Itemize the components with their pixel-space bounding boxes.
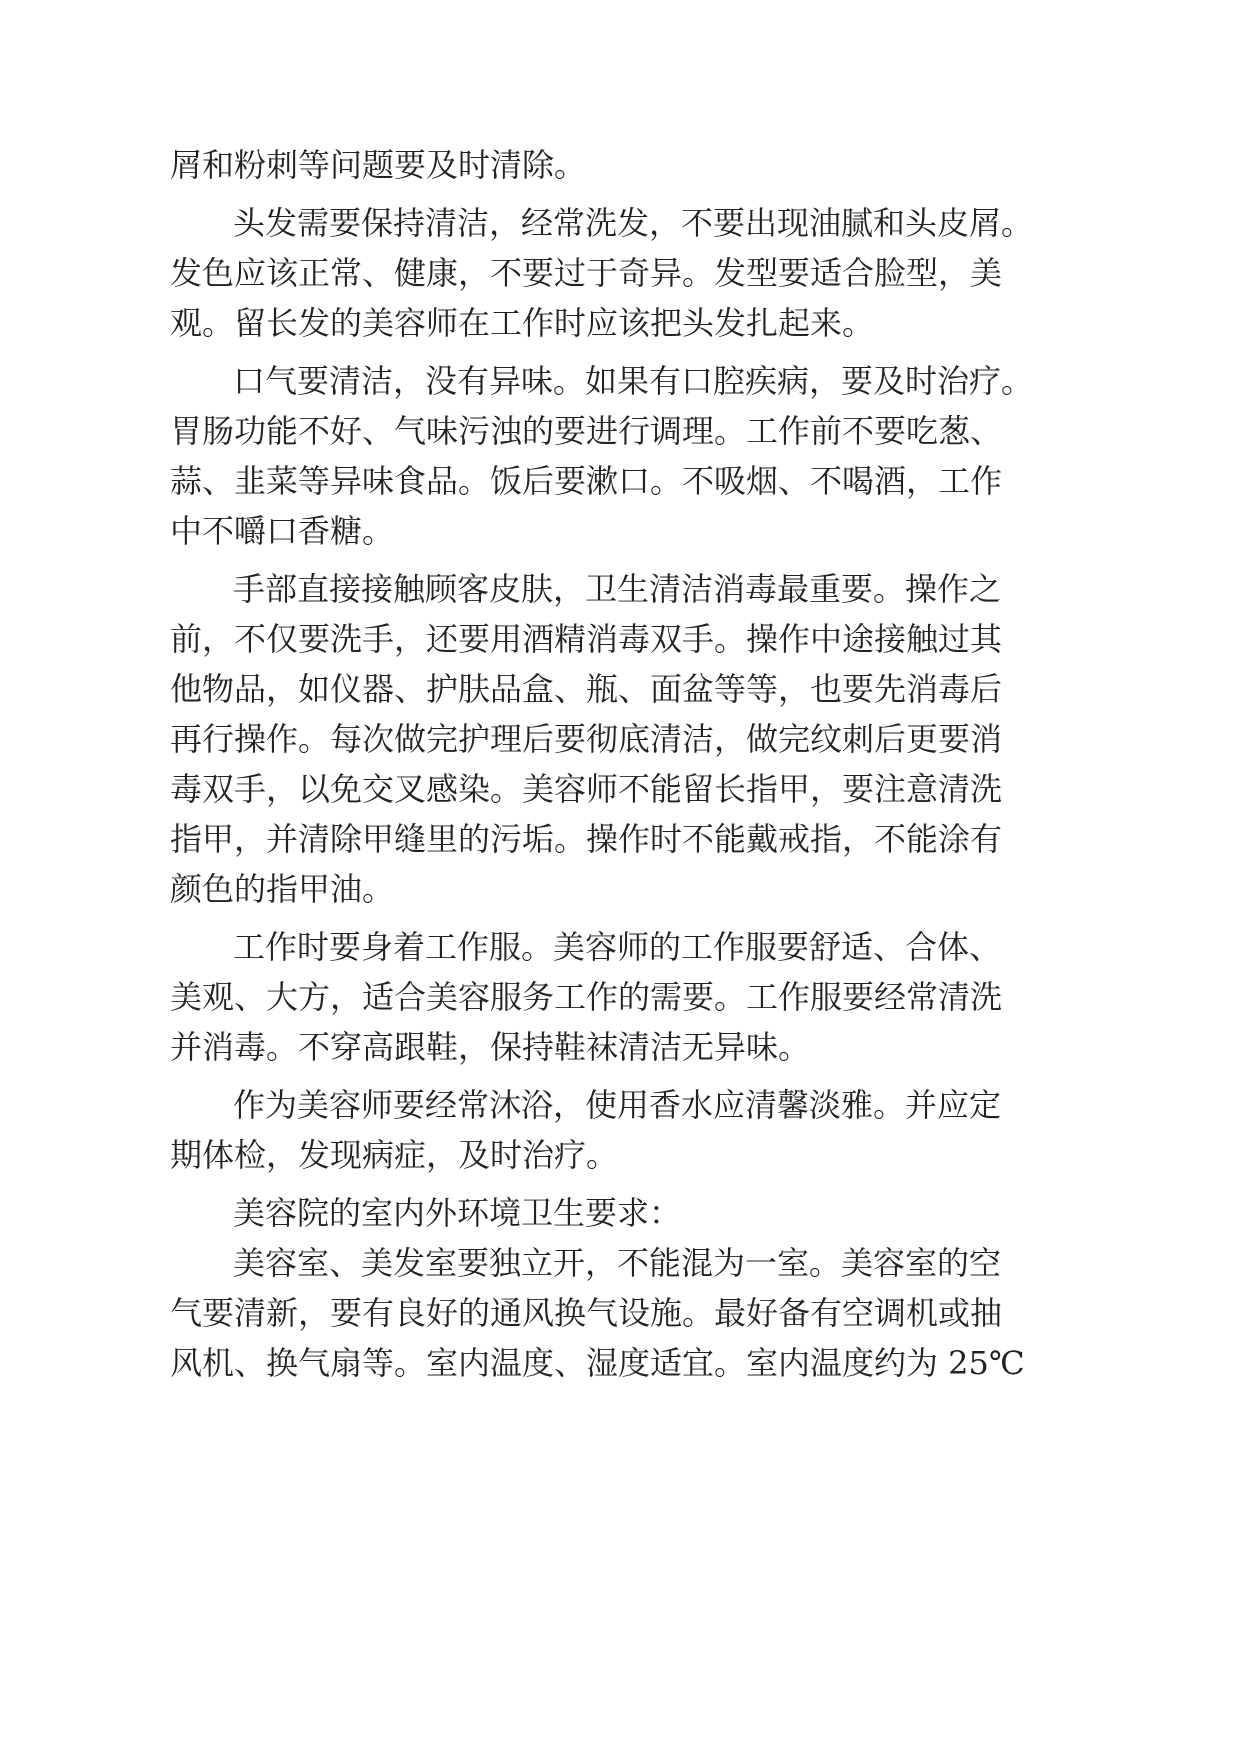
- text-line: 观。留长发的美容师在工作时应该把头发扎起来。: [170, 304, 875, 342]
- text-line: 作为美容师要经常沐浴，使用香水应清馨淡雅。并应定: [233, 1086, 1002, 1124]
- text-line: 屑和粉刺等问题要及时清除。: [170, 146, 587, 184]
- text-line: 蒜、韭菜等异味食品。饭后要漱口。不吸烟、不喝酒，工作: [170, 462, 1003, 500]
- text-line: 前，不仅要洗手，还要用酒精消毒双手。操作中途接触过其: [170, 620, 1003, 658]
- text-line: 美观、大方，适合美容服务工作的需要。工作服要经常清洗: [170, 978, 1003, 1016]
- text-line: 发色应该正常、健康，不要过于奇异。发型要适合脸型，美: [170, 254, 1003, 292]
- text-line: 再行操作。每次做完护理后要彻底清洁，做完纹刺后更要消: [170, 720, 1003, 758]
- text-line: 他物品，如仪器、护肤品盒、瓶、面盆等等，也要先消毒后: [170, 670, 1003, 708]
- text-line: 毒双手，以免交叉感染。美容师不能留长指甲，要注意清洗: [170, 770, 1003, 808]
- text-line: 美容室、美发室要独立开，不能混为一室。美容室的空: [233, 1244, 1002, 1282]
- text-line: 工作时要身着工作服。美容师的工作服要舒适、合体、: [233, 928, 1002, 966]
- text-line: 中不嚼口香糖。: [170, 512, 395, 550]
- text-line: 并消毒。不穿高跟鞋，保持鞋袜清洁无异味。: [170, 1028, 811, 1066]
- text-line: 指甲，并清除甲缝里的污垢。操作时不能戴戒指，不能涂有: [170, 820, 1003, 858]
- text-line: 风机、换气扇等。室内温度、湿度适宜。室内温度约为 25℃: [170, 1344, 1025, 1382]
- text-line: 头发需要保持清洁，经常洗发，不要出现油腻和头皮屑。: [233, 204, 1034, 242]
- text-line: 期体检，发现病症，及时治疗。: [170, 1136, 619, 1174]
- text-line: 胃肠功能不好、气味污浊的要进行调理。工作前不要吃葱、: [170, 412, 1003, 450]
- text-line: 美容院的室内外环境卫生要求：: [233, 1194, 682, 1232]
- text-line: 颜色的指甲油。: [170, 870, 395, 908]
- text-line: 口气要清洁，没有异味。如果有口腔疾病，要及时治疗。: [233, 362, 1034, 400]
- text-line: 气要清新，要有良好的通风换气设施。最好备有空调机或抽: [170, 1294, 1003, 1332]
- text-line: 手部直接接触顾客皮肤，卫生清洁消毒最重要。操作之: [233, 570, 1002, 608]
